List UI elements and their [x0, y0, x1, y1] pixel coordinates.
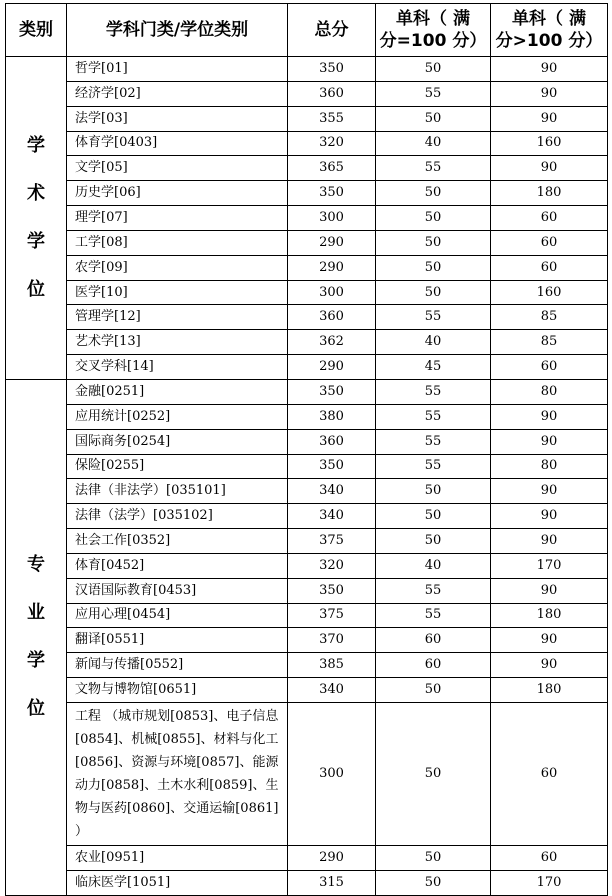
total-score-cell: 385	[288, 653, 376, 678]
subject-cell: 新闻与传播[0552]	[67, 653, 288, 678]
total-score-cell: 350	[288, 181, 376, 206]
single-score-100-cell: 60	[376, 653, 491, 678]
table-row	[6, 870, 608, 895]
single-score-100-cell: 40	[376, 330, 491, 355]
total-score-cell: 360	[288, 81, 376, 106]
single-score-over100-cell: 180	[491, 678, 608, 703]
subject-cell: 应用统计[0252]	[67, 404, 288, 429]
table-row	[6, 603, 608, 628]
single-score-100-cell: 40	[376, 553, 491, 578]
category-char: 业	[27, 602, 45, 624]
total-score-cell: 340	[288, 504, 376, 529]
header-single-100-line1: 单科（ 满	[396, 9, 470, 29]
total-score-cell: 300	[288, 280, 376, 305]
total-score-cell: 365	[288, 156, 376, 181]
table-row	[6, 628, 608, 653]
category-char: 位	[27, 278, 45, 300]
subject-cell: 体育学[0403]	[67, 131, 288, 156]
subject-cell: 法学[03]	[67, 106, 288, 131]
category-char: 位	[27, 698, 45, 720]
total-score-cell: 340	[288, 678, 376, 703]
single-score-over100-cell: 80	[491, 379, 608, 404]
total-score-cell: 360	[288, 305, 376, 330]
table-row	[6, 81, 608, 106]
subject-cell: 国际商务[0254]	[67, 429, 288, 454]
table-row	[6, 702, 608, 845]
category-cell	[6, 57, 67, 380]
table-row	[6, 479, 608, 504]
table-row	[6, 553, 608, 578]
single-score-over100-cell: 90	[491, 106, 608, 131]
single-score-100-cell: 50	[376, 230, 491, 255]
single-score-over100-cell: 90	[491, 529, 608, 554]
subject-cell: 保险[0255]	[67, 454, 288, 479]
subject-cell: 文学[05]	[67, 156, 288, 181]
single-score-100-cell: 50	[376, 106, 491, 131]
single-score-100-cell: 55	[376, 603, 491, 628]
single-score-100-cell: 55	[376, 305, 491, 330]
total-score-cell: 375	[288, 603, 376, 628]
single-score-over100-cell: 60	[491, 702, 608, 845]
table-row	[6, 156, 608, 181]
single-score-over100-cell: 90	[491, 653, 608, 678]
single-score-100-cell: 50	[376, 181, 491, 206]
single-score-over100-cell: 170	[491, 870, 608, 895]
table-row	[6, 678, 608, 703]
single-score-100-cell: 55	[376, 578, 491, 603]
single-score-over100-cell: 90	[491, 156, 608, 181]
single-score-over100-cell: 90	[491, 628, 608, 653]
header-subject: 学科门类/学位类别	[67, 4, 288, 57]
table-row	[6, 429, 608, 454]
category-label	[27, 541, 45, 733]
subject-cell: 工程 （城市规划[0853]、电子信息[0854]、机械[0855]、材料与化工[0856]、资源与环境[0857]、能源动力[0858]、土木水利[0859]、生物与医药[0860]、交通运输[0861] ）	[67, 702, 288, 845]
single-score-100-cell: 45	[376, 355, 491, 380]
subject-cell: 历史学[06]	[67, 181, 288, 206]
single-score-100-cell: 50	[376, 280, 491, 305]
total-score-cell: 360	[288, 429, 376, 454]
subject-cell: 艺术学[13]	[67, 330, 288, 355]
table-row	[6, 280, 608, 305]
single-score-100-cell: 50	[376, 504, 491, 529]
single-score-over100-cell: 90	[491, 578, 608, 603]
total-score-cell: 380	[288, 404, 376, 429]
single-score-over100-cell: 60	[491, 845, 608, 870]
single-score-over100-cell: 85	[491, 330, 608, 355]
single-score-100-cell: 55	[376, 454, 491, 479]
total-score-cell: 320	[288, 553, 376, 578]
subject-cell: 经济学[02]	[67, 81, 288, 106]
total-score-cell: 350	[288, 379, 376, 404]
single-score-100-cell: 50	[376, 678, 491, 703]
total-score-cell: 290	[288, 255, 376, 280]
table-row	[6, 404, 608, 429]
single-score-over100-cell: 90	[491, 479, 608, 504]
category-char: 学	[27, 134, 45, 156]
total-score-cell: 350	[288, 454, 376, 479]
single-score-100-cell: 55	[376, 429, 491, 454]
table-row	[6, 845, 608, 870]
single-score-over100-cell: 90	[491, 57, 608, 82]
single-score-100-cell: 55	[376, 404, 491, 429]
single-score-100-cell: 60	[376, 628, 491, 653]
single-score-over100-cell: 85	[491, 305, 608, 330]
single-score-over100-cell: 160	[491, 131, 608, 156]
table-row	[6, 230, 608, 255]
subject-cell: 体育[0452]	[67, 553, 288, 578]
subject-cell: 农学[09]	[67, 255, 288, 280]
total-score-cell: 370	[288, 628, 376, 653]
subject-cell: 工学[08]	[67, 230, 288, 255]
single-score-over100-cell: 80	[491, 454, 608, 479]
single-score-100-cell: 50	[376, 479, 491, 504]
single-score-over100-cell: 170	[491, 553, 608, 578]
single-score-over100-cell: 160	[491, 280, 608, 305]
total-score-cell: 375	[288, 529, 376, 554]
single-score-100-cell: 50	[376, 529, 491, 554]
header-single-100-line2: 分=100 分）	[379, 31, 487, 51]
single-score-100-cell: 55	[376, 379, 491, 404]
table-row	[6, 181, 608, 206]
table-row	[6, 106, 608, 131]
subject-cell: 应用心理[0454]	[67, 603, 288, 628]
single-score-100-cell: 50	[376, 206, 491, 231]
subject-cell: 汉语国际教育[0453]	[67, 578, 288, 603]
table-row	[6, 504, 608, 529]
category-char: 学	[27, 650, 45, 672]
table-row	[6, 57, 608, 82]
single-score-100-cell: 40	[376, 131, 491, 156]
single-score-over100-cell: 60	[491, 355, 608, 380]
header-category: 类别	[6, 4, 67, 57]
single-score-100-cell: 50	[376, 702, 491, 845]
subject-cell: 农业[0951]	[67, 845, 288, 870]
table-row	[6, 131, 608, 156]
total-score-cell: 350	[288, 57, 376, 82]
single-score-over100-cell: 180	[491, 603, 608, 628]
total-score-cell: 340	[288, 479, 376, 504]
single-score-100-cell: 50	[376, 870, 491, 895]
single-score-over100-cell: 90	[491, 504, 608, 529]
total-score-cell: 300	[288, 702, 376, 845]
total-score-cell: 290	[288, 355, 376, 380]
category-char: 术	[27, 182, 45, 204]
single-score-over100-cell: 60	[491, 230, 608, 255]
subject-cell: 翻译[0551]	[67, 628, 288, 653]
table-row	[6, 578, 608, 603]
single-score-over100-cell: 90	[491, 429, 608, 454]
single-score-100-cell: 50	[376, 57, 491, 82]
header-single-100	[376, 4, 491, 57]
single-score-over100-cell: 180	[491, 181, 608, 206]
subject-cell: 法律（法学）[035102]	[67, 504, 288, 529]
table-row	[6, 305, 608, 330]
header-single-over100-line2: 分>100 分）	[495, 31, 603, 51]
category-label	[27, 122, 45, 314]
table-row	[6, 454, 608, 479]
score-table	[5, 3, 608, 896]
category-cell	[6, 379, 67, 895]
header-single-over100-line1: 单科（ 满	[512, 9, 586, 29]
total-score-cell: 362	[288, 330, 376, 355]
table-row	[6, 255, 608, 280]
total-score-cell: 355	[288, 106, 376, 131]
total-score-cell: 290	[288, 845, 376, 870]
single-score-over100-cell: 90	[491, 404, 608, 429]
category-char: 学	[27, 230, 45, 252]
total-score-cell: 320	[288, 131, 376, 156]
table-header-row	[6, 4, 608, 57]
single-score-over100-cell: 60	[491, 255, 608, 280]
table-row	[6, 330, 608, 355]
table-row	[6, 355, 608, 380]
total-score-cell: 350	[288, 578, 376, 603]
subject-cell: 交叉学科[14]	[67, 355, 288, 380]
total-score-cell: 290	[288, 230, 376, 255]
subject-cell: 金融[0251]	[67, 379, 288, 404]
subject-cell: 文物与博物馆[0651]	[67, 678, 288, 703]
table-row	[6, 379, 608, 404]
single-score-100-cell: 55	[376, 81, 491, 106]
total-score-cell: 315	[288, 870, 376, 895]
header-total: 总分	[288, 4, 376, 57]
score-table-container	[5, 3, 608, 896]
subject-cell: 管理学[12]	[67, 305, 288, 330]
subject-cell: 法律（非法学）[035101]	[67, 479, 288, 504]
table-row	[6, 206, 608, 231]
subject-cell: 临床医学[1051]	[67, 870, 288, 895]
category-char: 专	[27, 554, 45, 576]
single-score-100-cell: 50	[376, 845, 491, 870]
total-score-cell: 300	[288, 206, 376, 231]
subject-cell: 哲学[01]	[67, 57, 288, 82]
single-score-over100-cell: 90	[491, 81, 608, 106]
table-row	[6, 653, 608, 678]
single-score-over100-cell: 60	[491, 206, 608, 231]
subject-cell: 理学[07]	[67, 206, 288, 231]
subject-cell: 医学[10]	[67, 280, 288, 305]
single-score-100-cell: 50	[376, 255, 491, 280]
subject-cell: 社会工作[0352]	[67, 529, 288, 554]
single-score-100-cell: 55	[376, 156, 491, 181]
header-single-over100	[491, 4, 608, 57]
table-body	[6, 57, 608, 896]
table-row	[6, 529, 608, 554]
